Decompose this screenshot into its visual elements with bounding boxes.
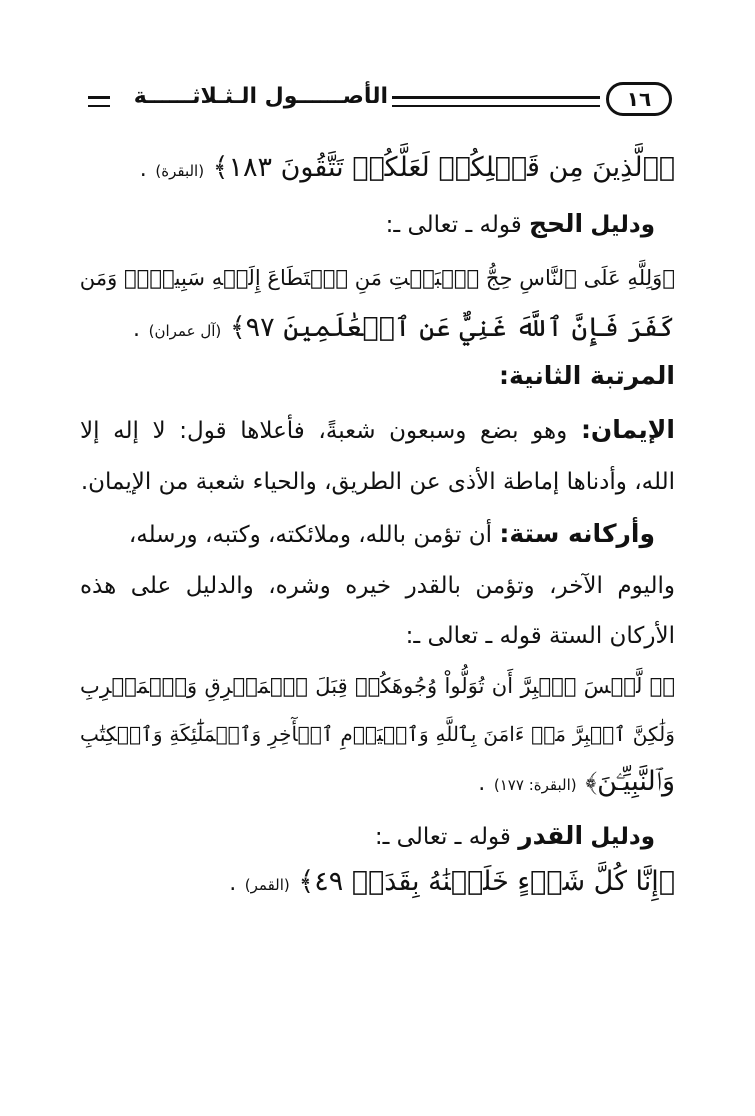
verse-reference: (البقرة) <box>155 162 205 180</box>
quran-verse: ﴿۞ لَّيۡسَ ٱلۡبِرَّ أَن تُوَلُّواْ وُجُوهَكُمۡ قِبَلَ ٱلۡمَشۡرِقِ وَٱلۡمَغۡرِبِ <box>80 673 675 698</box>
inline-heading-pillars: وأركانه ستة: <box>499 519 655 548</box>
text-line-5 <box>80 356 675 398</box>
section-heading: المرتبة الثانية: <box>498 361 675 390</box>
full-stop: . <box>478 771 486 796</box>
quran-verse: ﴿إِنَّا كُلَّ شَيۡءٍ خَلَقۡنَٰهُ بِقَدَرٖ ٤٩﴾ <box>298 866 675 897</box>
line-text: الأركان الستة قوله ـ تعالى ـ: <box>405 623 675 649</box>
verse-reference: (آل عمران) <box>148 322 222 340</box>
running-title: الأصــــــول الـثـلاثــــــة <box>133 84 388 109</box>
quran-verse: ﴿وَلِلَّهِ عَلَى ٱلنَّاسِ حِجُّ ٱلۡبَيۡتِ مَنِ ٱسۡتَطَاعَ إِلَيۡهِ سَبِيلٗاۚ وَمَن <box>79 265 675 290</box>
line-prefix: ودليل <box>590 824 655 850</box>
header-rule-left <box>88 96 110 107</box>
text-line-1 <box>80 148 675 190</box>
verse-reference: (البقرة: ١٧٧) <box>493 776 577 794</box>
full-stop: . <box>139 157 147 182</box>
text-line-9 <box>80 566 675 608</box>
full-stop: . <box>133 317 141 342</box>
line-text: أن تؤمن بالله، وملائكته، وكتبه، ورسله، <box>128 522 493 548</box>
page-header <box>70 82 700 122</box>
text-line-7 <box>80 462 675 504</box>
text-line-4 <box>80 308 675 350</box>
text-line-15 <box>80 862 675 904</box>
quran-verse: وَٱلنَّبِيِّـۧنَ﴾ <box>585 766 675 797</box>
text-line-14 <box>80 816 655 858</box>
quran-verse: وَلَٰكِنَّ ٱلۡبِرَّ مَنۡ ءَامَنَ بِٱللَّهِ وَٱلۡيَوۡمِ ٱلۡأٓخِرِ وَٱلۡمَلَٰٓئِكَةِ وَٱلۡكِتَٰبِ <box>80 722 675 746</box>
inline-heading-iman: الإيمان: <box>580 415 675 444</box>
text-line-6 <box>80 410 675 452</box>
text-line-13 <box>80 762 675 804</box>
text-line-10 <box>80 616 675 658</box>
quran-verse: كَفَرَ فَإِنَّ ٱللَّهَ غَنِيٌّ عَنِ ٱلۡعَٰلَمِينَ ٩٧﴾ <box>229 312 675 343</box>
text-line-3 <box>80 258 675 300</box>
full-stop: . <box>229 871 237 896</box>
text-line-12 <box>80 714 675 756</box>
header-rule-middle <box>392 96 600 107</box>
text-line-8 <box>80 514 655 556</box>
inline-heading-qadar: القدر <box>518 821 584 850</box>
line-text: واليوم الآخر، وتؤمن بالقدر خيره وشره، والدليل على هذه <box>80 573 675 599</box>
line-text: وهو بضع وسبعون شعبةً، فأعلاها قول: لا إله إلا <box>80 418 568 444</box>
verse-reference: (القمر) <box>244 876 290 894</box>
line-text: قوله ـ تعالى ـ: <box>374 824 511 850</box>
line-text: قوله ـ تعالى ـ: <box>385 212 522 238</box>
quran-verse: ﴿ٱلَّذِينَ مِن قَبۡلِكُمۡ لَعَلَّكُمۡ تَتَّقُونَ ١٨٣﴾ <box>212 152 675 183</box>
text-line-2 <box>80 204 655 246</box>
line-prefix: ودليل <box>590 212 655 238</box>
text-line-11 <box>80 666 675 708</box>
page-number: ١٦ <box>606 82 672 116</box>
inline-heading-hajj: الحج <box>529 209 584 238</box>
line-text: الله، وأدناها إماطة الأذى عن الطريق، والحياء شعبة من الإيمان. <box>80 469 675 495</box>
